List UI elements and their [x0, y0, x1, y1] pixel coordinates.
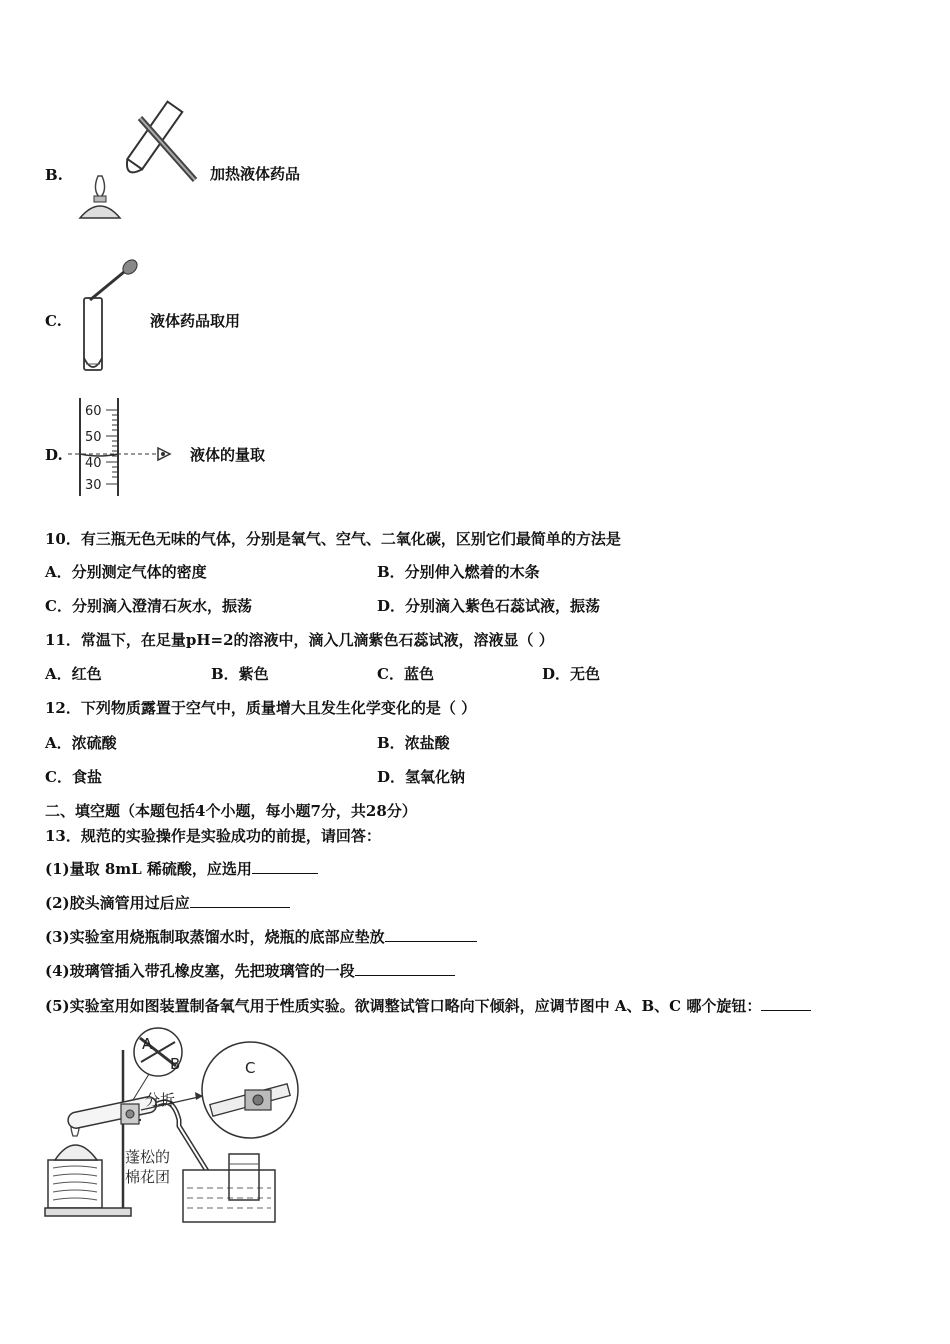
flame-icon [95, 176, 104, 198]
q11-option-d: D．无色 [542, 665, 601, 683]
alcohol-lamp-icon [80, 206, 120, 218]
q13-part-5-text: (5)实验室用如图装置制备氧气用于性质实验。欲调整试管口略向下倾斜，应调节图中 A、B、C 哪个旋钮： [45, 997, 762, 1015]
alcohol-lamp-icon [55, 1145, 97, 1160]
cotton-label-line2: 棉花团 [125, 1168, 171, 1186]
q13-part-1-text: (1)量取 8mL 稀硫酸，应选用 [45, 860, 252, 878]
scale-tick-label: 30 [85, 478, 102, 493]
option-b-letter: B. [45, 166, 63, 184]
q13-part-3 [45, 927, 477, 947]
test-tube-icon [84, 298, 102, 370]
q11-option-a: A．红色 [45, 665, 102, 683]
scale-tick-label: 60 [85, 404, 102, 419]
q11-stem: 11．常温下，在足量pH=2的溶液中，滴入几滴紫色石蕊试液，溶液显（ ） [45, 631, 554, 649]
dropper-icon [90, 272, 124, 300]
answer-blank-4[interactable] [355, 961, 455, 976]
q10-stem: 10．有三瓶无色无味的气体，分别是氧气、空气、二氧化碳，区别它们最简单的方法是 [45, 530, 621, 548]
q11-option-c: C．蓝色 [377, 665, 434, 683]
q13-part-4-text: (4)玻璃管插入带孔橡皮塞，先把玻璃管的一段 [45, 962, 355, 980]
q10-option-d: D．分别滴入紫色石蕊试液，振荡 [377, 597, 601, 615]
q13-stem: 13．规范的实验操作是实验成功的前提，请回答： [45, 827, 381, 845]
q10-option-a: A．分别测定气体的密度 [45, 563, 207, 581]
option-c-letter: C. [45, 312, 62, 330]
q13-part-4 [45, 961, 455, 981]
q10-option-b: B．分别伸入燃着的木条 [377, 563, 540, 581]
option-d-letter: D. [45, 446, 63, 464]
split-label: 分拆 [145, 1091, 176, 1109]
answer-blank-2[interactable] [190, 893, 290, 908]
q13-part-5 [45, 996, 811, 1016]
caption-liquid-measuring: 液体的量取 [190, 446, 266, 464]
caption-heating-liquid: 加热液体药品 [210, 165, 301, 183]
test-tube-icon [122, 102, 182, 177]
q11-option-b: B．紫色 [211, 665, 269, 683]
scale-tick-label: 40 [85, 456, 102, 471]
section-heading: 二、填空题（本题包括4个小题，每小题7分，共28分） [45, 802, 417, 820]
answer-blank-5[interactable] [761, 996, 811, 1011]
answer-blank-3[interactable] [385, 927, 477, 942]
q12-option-a: A．浓硫酸 [45, 734, 117, 752]
oxygen-apparatus-figure [45, 1030, 307, 1230]
q13-part-2 [45, 893, 290, 913]
dropper-figure [76, 258, 146, 378]
scale-tick-label: 50 [85, 430, 102, 445]
knob-label-a: A [142, 1035, 153, 1053]
cotton-label-line1: 蓬松的 [125, 1148, 171, 1166]
heating-liquid-figure [70, 98, 200, 223]
measuring-cylinder-figure [78, 398, 188, 498]
q10-option-c: C．分别滴入澄清石灰水，振荡 [45, 597, 252, 615]
q13-part-1 [45, 859, 318, 879]
q12-option-d: D．氢氧化钠 [377, 768, 466, 786]
q13-part-3-text: (3)实验室用烧瓶制取蒸馏水时，烧瓶的底部应垫放 [45, 928, 385, 946]
q12-option-c: C．食盐 [45, 768, 102, 786]
answer-blank-1[interactable] [252, 859, 318, 874]
knob-label-c: C [245, 1059, 256, 1077]
q12-option-b: B．浓盐酸 [377, 734, 450, 752]
iron-stand-base-icon [45, 1208, 131, 1216]
caption-liquid-taking: 液体药品取用 [150, 312, 241, 330]
knob-label-b: B [170, 1055, 181, 1073]
q12-stem: 12．下列物质露置于空气中，质量增大且发生化学变化的是（ ） [45, 699, 477, 717]
q13-part-2-text: (2)胶头滴管用过后应 [45, 894, 190, 912]
